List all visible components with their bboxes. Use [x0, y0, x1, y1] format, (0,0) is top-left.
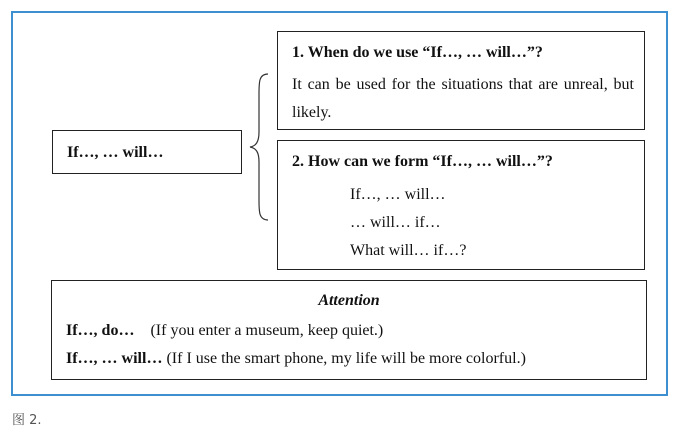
attention-example: (If you enter a museum, keep quiet.) — [150, 322, 384, 339]
attention-pattern: If…, … will… — [66, 350, 163, 367]
question1-box — [277, 31, 645, 130]
pattern-item: If…, … will… — [350, 186, 446, 203]
question1-title: 1. When do we use “If…, … will…”? — [292, 44, 543, 61]
question1-body: It can be used for the situations that are unreal, but likely. — [292, 76, 634, 121]
main-concept-box — [52, 130, 242, 174]
attention-title: Attention — [318, 292, 380, 309]
pattern-item: … will… if… — [350, 214, 441, 231]
question2-box — [277, 140, 645, 270]
attention-box — [51, 280, 647, 380]
attention-row — [66, 350, 526, 368]
brace-connector — [248, 72, 272, 222]
pattern-item: What will… if…? — [350, 242, 467, 259]
figure-caption: 图 2. — [12, 413, 42, 428]
main-concept-label: If…, … will… — [67, 144, 164, 161]
attention-row — [66, 322, 383, 340]
attention-pattern: If…, do… — [66, 322, 135, 339]
attention-example: (If I use the smart phone, my life will be more colorful.) — [166, 350, 526, 367]
question2-title: 2. How can we form “If…, … will…”? — [292, 153, 553, 170]
